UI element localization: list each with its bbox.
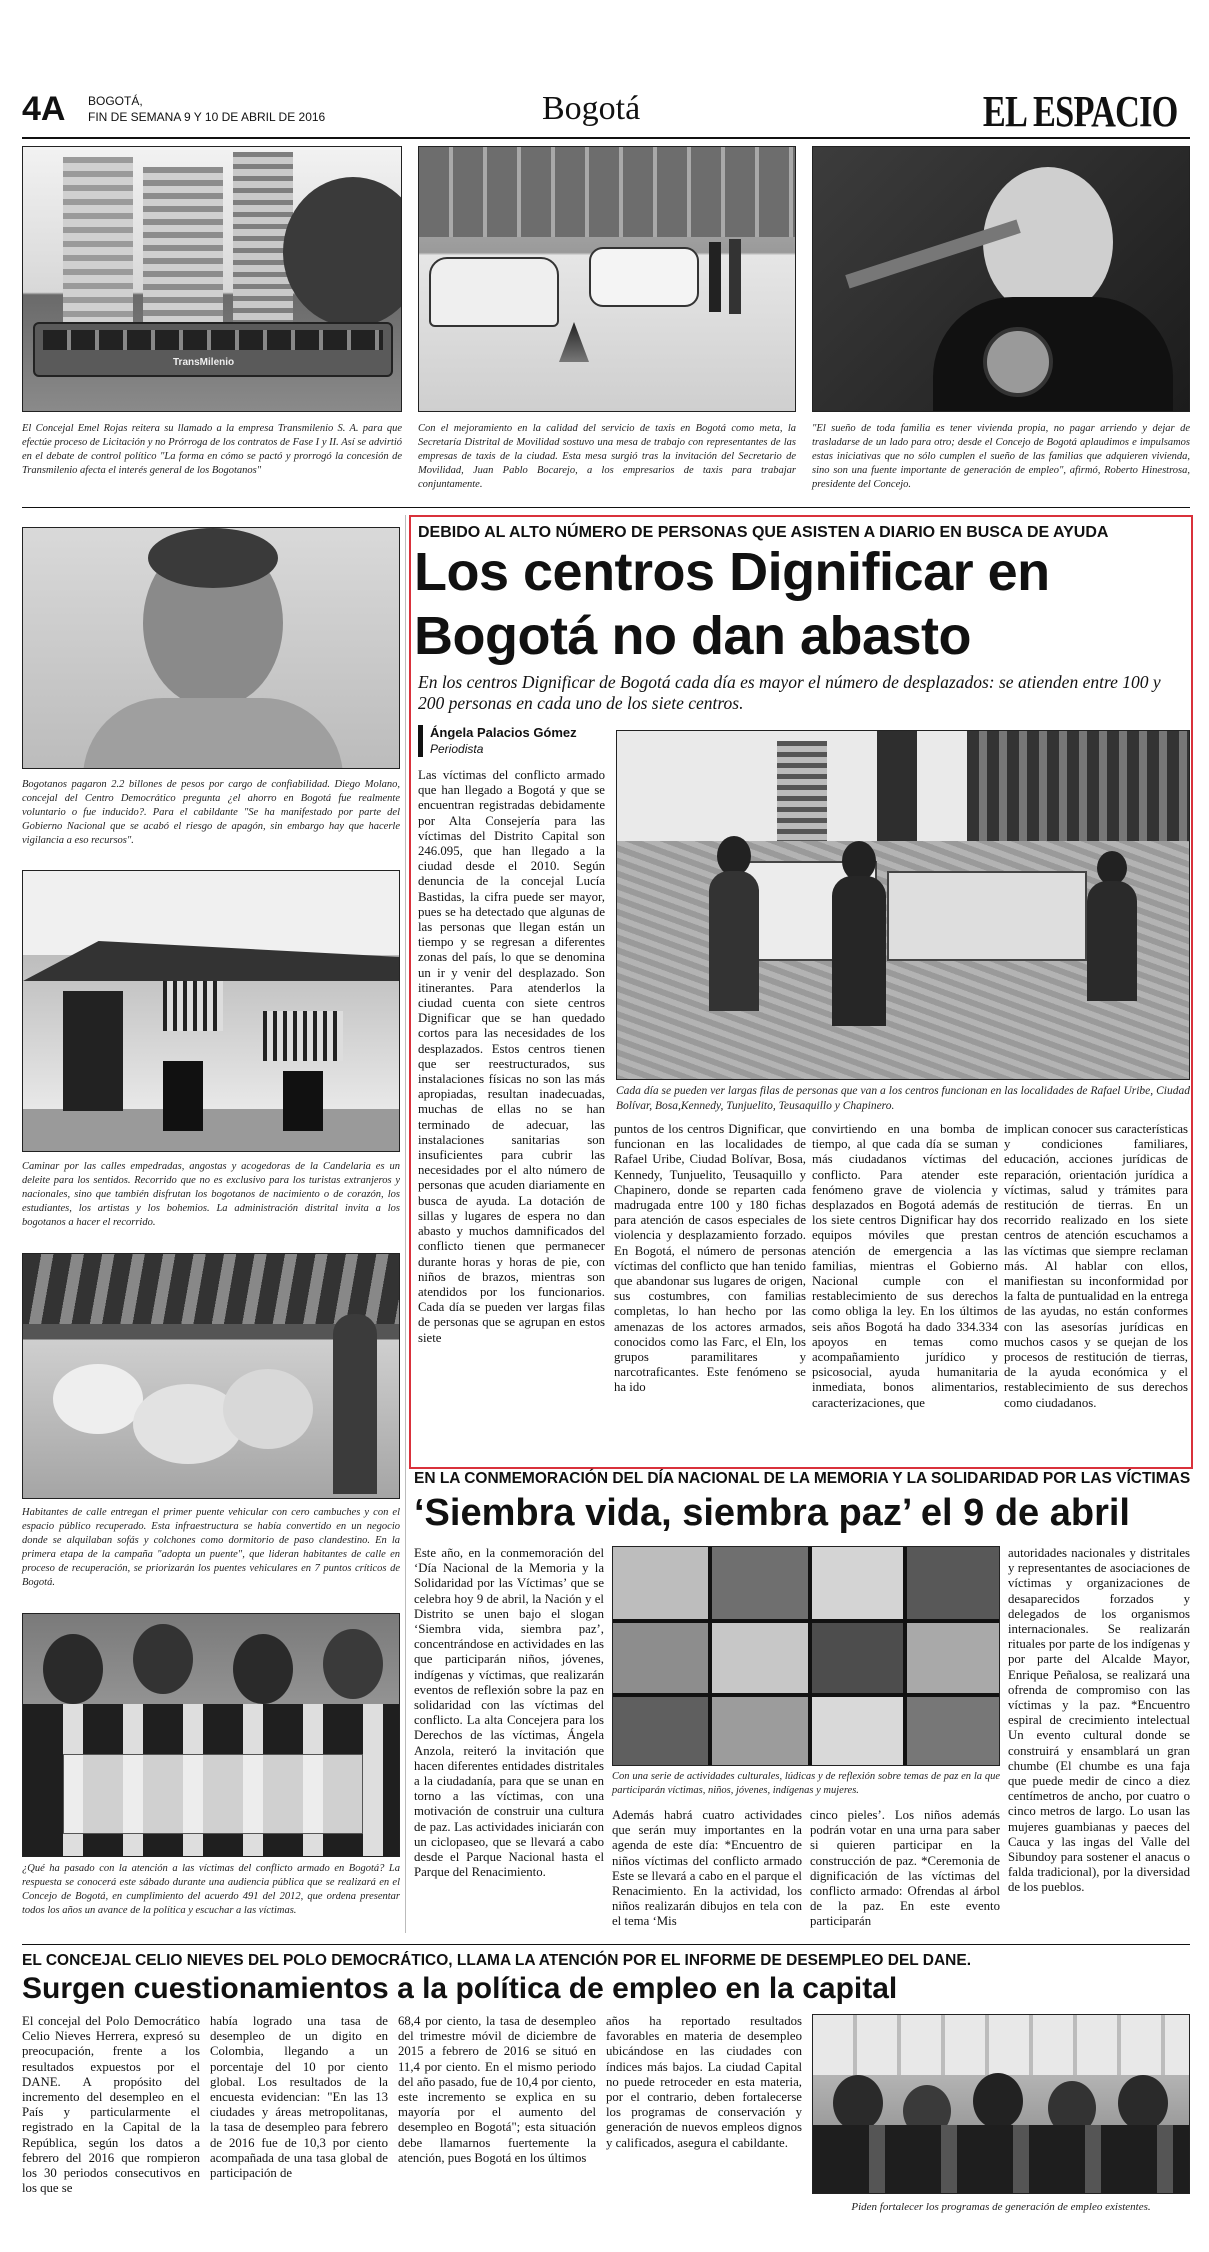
transmilenio-photo: [22, 146, 402, 412]
memoria-collage-photo: [612, 1546, 1000, 1766]
sidebar-caption-4: ¿Qué ha pasado con la atención a las víctimas del conflicto armado en Bogotá? La respuesta se conocerá este sábado durante una audiencia pública que se realizará en el Concejo de Bogotá, en cumplimiento del acuerdo 491 del 2012, que ordena presentar todos los años un avance de la política y escuchar a las víctimas.: [22, 1863, 400, 1916]
top-caption-1: El Concejal Emel Rojas reitera su llamado a la empresa Transmilenio S. A. para que efectúe proceso de Licitación y no Prórroga de los contratos de Fase I y II. Así se advirtió en el debate de control político "La forma en cómo se pactó y prorrogó la concesión de Transmilenio afecta el interés general de los Bogotanos": [22, 423, 402, 476]
bus-logo-text: TransMilenio: [173, 357, 235, 368]
top-caption-3: "El sueño de toda familia es tener vivienda propia, no pagar arriendo y dejar de trasladarse de un lado para otro; desde el Concejo de Bogotá aplaudimos e impulsamos estas iniciativas que no sólo cumplen el sueño de las familias que adquieren vivienda, sino son una fuente importante de generación de empleo", afirmó, Roberto Hinestrosa, presidente del Concejo.: [812, 423, 1190, 490]
main-col-1: Las víctimas del conflicto armado que han llegado a Bogotá y que se encuentran registradas debidamente por Alta Consejería para las víctimas del Distrito Capital son 246.095, que han llegado a la ciudad desde el 2010. Según denuncia de la concejal Lucía Bastidas, la cifra puede ser mayor, pues se ha detectado que algunas de las personas que llegan están un tiempo y se regresan a diferentes zonas del país, lo que se denomina un ir y venir del desplazado. Son itinerantes. Para atenderlos la ciudad cuenta con siete centros Dignificar que se han quedado cortos para las necesidades de los desplazados. Estos centros tienen que ser reestructurados, sus instalaciones físicas no son las más apropiadas, resultan inadecuadas, muchas de ellas no se han terminado de adecuar, las instalaciones sanitarias son insuficientes para cubrir las necesidades por el alto número de personas que acuden diariamente en busca de ayuda. La dotación de sillas y lugares de espera no dan abasto y muchos damnificados del conflicto tienen que permanecer durante horas y horas de pie, con niños de brazos, mientras son atendidos por los funcionarios. Cada día se pueden ver largas filas de personas que se agrupan en estos siete: [418, 768, 605, 1345]
dignificar-line-photo: [616, 730, 1190, 1080]
main-photo-caption: Cada día se pueden ver largas filas de personas que van a los centros funcionan en las localidades de Rafael Uribe, Ciudad Bolívar, Bosa,Kennedy, Tunjuelito, Teusaquillo y Chapinero.: [616, 1085, 1190, 1112]
memoria-col-2: Además habrá cuatro actividades que serán muy importantes en la agenda de este día: *Encuentro de niños víctimas del conflicto armado Este se llevará a cabo en el parque el Renacimiento. En la actividad, los niños realizarán dibujos en tela con el tema ‘Mis: [612, 1808, 802, 1929]
puente-photo: [22, 1253, 400, 1499]
header-date: FIN DE SEMANA 9 Y 10 DE ABRIL DE 2016: [88, 110, 326, 124]
diego-molano-photo: [22, 527, 400, 769]
candelaria-photo: [22, 870, 400, 1152]
page-number: 4A: [22, 90, 66, 128]
empleo-headline: Surgen cuestionamientos a la política de empleo en la capital: [22, 1972, 898, 2005]
empleo-col-1: El concejal del Polo Democrático Celio Nieves Herrera, expresó su preocupación, frente a los resultados expuestos por el DANE. A propósito del incremento del desempleo en el País y particularmente el registrado en la Capital de la República, según los datos a febrero del 2016 que rompieron los 30 periodos consecutivos en los que se: [22, 2014, 200, 2196]
sidebar-divider: [405, 515, 406, 1933]
empleo-col-3: 68,4 por ciento, la tasa de desempleo del trimestre móvil de diciembre de 2015 a febrero de 2016 se situó en 11,4 por ciento. En el mismo periodo del año pasado, fue de 10,4 por ciento, este incremento se explica en su mayoría por el aumento del desempleo en Bogotá"; esta situación debe llamarnos fuertemente la atención, pues Bogotá en los últimos: [398, 2014, 596, 2165]
empleo-col-4: años ha reportado resultados favorables en materia de desempleo ubicándose en las ciudades con índices más bajos. La ciudad Capital no puede retroceder en esta materia, por el contrario, deben fortalecerse los programas de conservación y generación de nuevos empleos dignos y calificados, asegura el cabildante.: [606, 2014, 802, 2150]
empleo-line-photo: [812, 2014, 1190, 2194]
memoria-col-1: Este año, en la conmemoración del ‘Día Nacional de la Memoria y la Solidaridad por las Víctimas’ que se celebra hoy 9 de abril, la Nación y el Distrito se unen bajo el slogan ‘Siembra vida, siembra paz’, concentrándose en actividades en las que participarán niños, jóvenes, indígenas y víctimas, que realizarán eventos de reflexión sobre la paz en solidaridad con las víctimas del conflicto. La alta Concejera para los Derechos de las víctimas, Ángela Anzola, reiteró la invitación que hacen diferentes entidades distritales a la ciudadanía, para que se unan en torno a las víctimas, con una motivación de construir una cultura de paz. Las actividades iniciarán con un ciclopaseo, que se llevará a cabo desde el Parque Nacional hasta el Parque del Renacimiento.: [414, 1546, 604, 1880]
main-headline-line1: Los centros Dignificar en: [414, 542, 1050, 602]
memoria-col-4: autoridades nacionales y distritales y representantes de asociaciones de víctimas y organizaciones de desaparecidos forzados y delegados de los organismos internacionales. Se realizarán rituales por parte de los indígenas y por parte del Alcalde Mayor, Enrique Peñalosa, se realizará una ofrenda de compromiso con las víctimas y la paz. *Encuentro espiral de crecimiento intelectual Un evento cultural donde se construirá y ensamblará un gran chumbe (El chumbe es una faja que puede medir de cinco a diez centímetros de ancho, por cuatro o cinco metros de largo. Lo usan las mujeres guambianas y paeces del Cauca y las ingas del Valle del Sibundoy para sostener el anacus o falda tradicional), por la diversidad de los pueblos.: [1008, 1546, 1190, 1895]
empleo-photo-caption: Piden fortalecer los programas de generación de empleo existentes.: [851, 2201, 1151, 2213]
memoria-col-3: cinco pieles’. Los niños además podrán votar en una urna para saber si quieren participar en la construcción de paz. *Ceremonia de dignificación de las víctimas del conflicto armado: Ofrendas al árbol de la paz. En este evento participarán: [810, 1808, 1000, 1929]
brand-logo: EL ESPACIO: [983, 87, 1178, 136]
main-col-3: convirtiendo en una bomba de tiempo, al que cada día se suman más ciudadanos víctimas del conflicto. Para atender este fenómeno grave de violencia y desplazados en Bogotá además de los siete centros Dignificar hay dos equipos móviles que prestan atención de emergencia a las familias, mientras el Gobierno Nacional cumple con el restablecimiento de sus derechos como obliga la ley. En los últimos seis años Bogotá ha dado 334.334 apoyos en temas como acompañamiento jurídico y psicosocial, ayuda humanitaria inmediata, bonos alimentarios, caracterizaciones, que: [812, 1122, 998, 1410]
memoria-headline: ‘Siembra vida, siembra paz’ el 9 de abril: [414, 1492, 1130, 1534]
author-bar: [418, 725, 423, 757]
main-kicker: DEBIDO AL ALTO NÚMERO DE PERSONAS QUE ASISTEN A DIARIO EN BUSCA DE AYUDA: [418, 524, 1109, 541]
sidebar-caption-1: Bogotanos pagaron 2.2 billones de pesos por cargo de confiabilidad. Diego Molano, concejal del Centro Democrático pregunta ¿el ahorro en Bogotá fue realmente voluntario o fue inducido?. Para el cabildante "Se ha manifestado por parte del Gobierno Nacional que se acabó el riesgo de apagón, sin embargo hay que hacerle vigilancia a eso recursos".: [22, 779, 400, 846]
main-deck: En los centros Dignificar de Bogotá cada día es mayor el número de desplazados: se atienden entre 100 y 200 personas en cada uno de los siete centros.: [418, 672, 1161, 713]
sidebar-caption-2: Caminar por las calles empedradas, angostas y acogedoras de la Candelaria es un deleite para los sentidos. Recorrido que no es exclusivo para los turistas extranjeros y nacionales, sino que también disfrutan los bogotanos de nacimiento o de corazón, los estudiantes, los artistas y los bohemios. La administración distrital invita a los bogotanos a hacer el recorrido.: [22, 1161, 400, 1228]
bottom-section-rule: [22, 1944, 1190, 1945]
top-caption-2: Con el mejoramiento en la calidad del servicio de taxis en Bogotá como meta, la Secretaría Distrital de Movilidad sostuvo una mesa de trabajo con representantes de las empresas de taxis de la ciudad. Esta mesa surgió tras la invitación del Secretario de Movilidad, Juan Pablo Bocarejo, a los empresarios de taxis para trabajar conjuntamente.: [418, 423, 796, 490]
empleo-kicker: EL CONCEJAL CELIO NIEVES DEL POLO DEMOCRÁTICO, LLAMA LA ATENCIÓN POR EL INFORME DE DESEMPLEO DEL DANE.: [22, 1952, 972, 1969]
taxi-meeting-photo: [418, 146, 796, 412]
header-city: BOGOTÁ,: [88, 94, 143, 108]
victimas-march-photo: [22, 1613, 400, 1857]
main-headline-line2: Bogotá no dan abasto: [414, 606, 971, 666]
sidebar-caption-3: Habitantes de calle entregan el primer puente vehicular con cero cambuches y con el espacio público recuperado. Esta infraestructura se había convertido en un negocio donde se alquilaban sofás y colchones como dormitorio de paso clandestino. En la primera etapa de la campaña "adopta un puente", que lideran habitantes de calle en proceso de recuperación, se priorizarán los puentes vehiculares en 7 puntos críticos de Bogotá.: [22, 1507, 400, 1588]
concejo-president-photo: [812, 146, 1190, 412]
masthead: [22, 86, 1182, 136]
section-title: Bogotá: [542, 90, 641, 127]
author-role: Periodista: [430, 742, 484, 756]
author-name: Ángela Palacios Gómez: [430, 725, 577, 740]
main-col-4: implican conocer sus características y condiciones familiares, educación, acciones jurídicas de reparación, orientación jurídica a víctimas, salud y trámites para restitución de tierras. En un recorrido realizado en los siete centros de atención escuchamos a las víctimas que siempre reclaman más. Al hablar con ellos, manifiestan su inconformidad por la falta de puntualidad en la entrega de las ayudas, no están conformes con las asesorías jurídicas en muchos casos y se quejan de los procesos de restitución de tierras, de la ayuda económica y el restablecimiento de sus derechos como ciudadanos.: [1004, 1122, 1188, 1410]
top-row-rule: [22, 507, 1190, 508]
memoria-photo-caption: Con una serie de actividades culturales, lúdicas y de reflexión sobre temas de paz en la que participarán víctimas, niños, jóvenes, indígenas y mujeres.: [612, 1771, 1000, 1796]
header-rule: [22, 137, 1190, 139]
main-col-2: puntos de los centros Dignificar, que funcionan en las localidades de Rafael Uribe, Ciudad Bolívar, Bosa, Kennedy, Tunjuelito, Teusaquillo y Chapinero, donde se reparten cada madrugada entre 100 y 180 fichas para atención de casos especiales de violencia y desplazamiento forzado. En Bogotá, el número de personas víctimas del conflicto que han tenido que abandonar sus lugares de origen, sus costumbres, con familias completas, lo han hecho por las amenazas de los actores armados, conocidos como las Farc, el Eln, los grupos paramilitares y narcotraficantes. Este fenómeno se ha ido: [614, 1122, 806, 1395]
empleo-col-2: había logrado una tasa de desempleo de un digito en Colombia, llegando a un porcentaje del 10 por ciento global. Los resultados de la encuesta evidencian: "En las 13 ciudades y áreas metropolitanas, la tasa de desempleo para febrero de 2016 fue de 10,3 por ciento acompañada de una tasa global de participación de: [210, 2014, 388, 2181]
memoria-kicker: EN LA CONMEMORACIÓN DEL DÍA NACIONAL DE LA MEMORIA Y LA SOLIDARIDAD POR LAS VÍCTIMAS: [414, 1470, 1191, 1487]
